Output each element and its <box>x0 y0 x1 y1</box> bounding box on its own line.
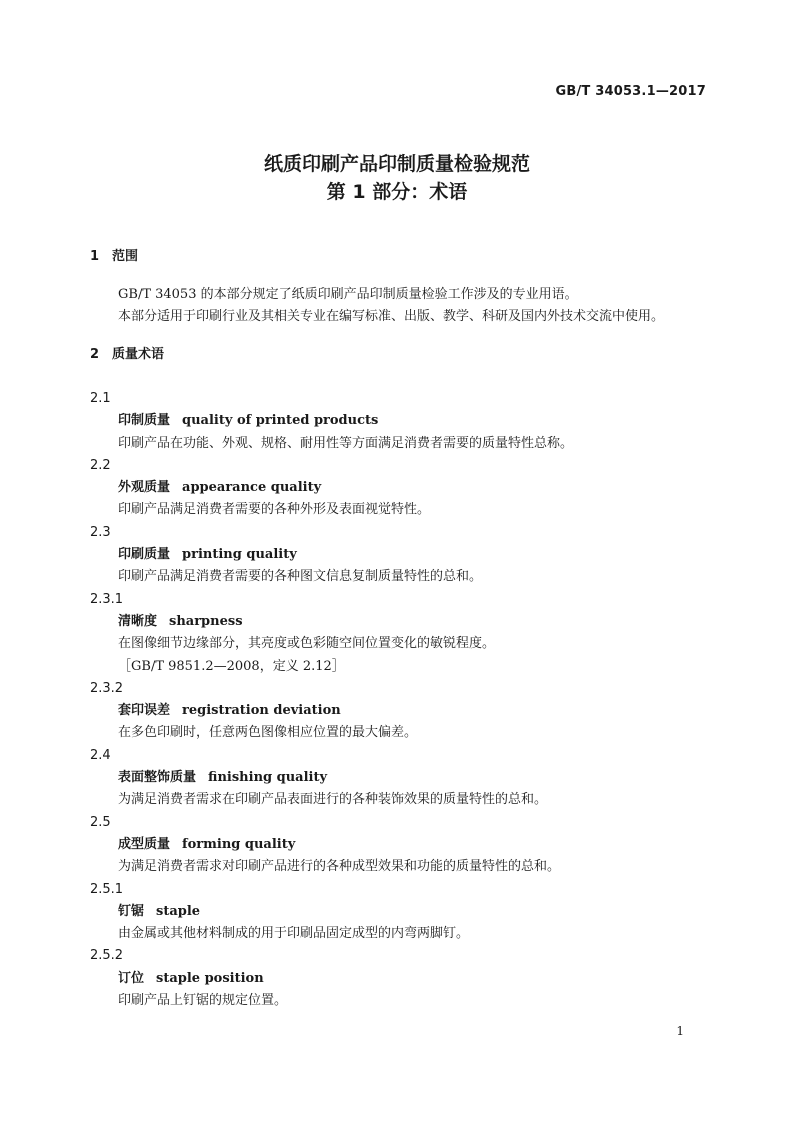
term-heading <box>118 901 710 923</box>
section-2-number: 2 <box>90 347 100 362</box>
term-zh: 表面整饰质量 <box>118 770 197 786</box>
term-heading <box>118 410 710 432</box>
term-heading <box>118 834 710 856</box>
term-en: forming quality <box>182 836 296 852</box>
term-zh: 钉锯 <box>118 903 145 919</box>
term-heading <box>118 767 710 789</box>
term-en: registration deviation <box>182 703 341 719</box>
section-1-number: 1 <box>90 249 100 264</box>
term-number: 2.5 <box>90 814 111 830</box>
term-definition: 为满足消费者需求对印刷产品进行的各种成型效果和功能的质量特性的总和。 <box>118 859 561 875</box>
term-number: 2.5.1 <box>90 881 124 897</box>
term-en: staple <box>156 903 201 919</box>
term-heading <box>118 544 710 566</box>
term-zh: 外观质量 <box>118 480 171 496</box>
page-number: 1 <box>676 1024 684 1038</box>
term-zh: 订位 <box>118 970 145 986</box>
term-definition: 在多色印刷时，任意两色图像相应位置的最大偏差。 <box>118 725 418 741</box>
term-heading <box>118 477 710 499</box>
scope-paragraph-2: 本部分适用于印刷行业及其相关专业在编写标准、出版、教学、科研及国内外技术交流中使用。 <box>118 309 665 324</box>
term-definition: 在图像细节边缘部分，其亮度或色彩随空间位置变化的敏锐程度。 <box>118 636 496 652</box>
section-1-title: 范围 <box>112 249 139 264</box>
term-heading <box>118 611 710 633</box>
term-number: 2.3 <box>90 524 111 540</box>
term-zh: 印刷质量 <box>118 547 171 563</box>
section-1-heading <box>90 246 710 268</box>
term-definition: 为满足消费者需求在印刷产品表面进行的各种装饰效果的质量特性的总和。 <box>118 792 548 808</box>
term-en: sharpness <box>169 613 243 629</box>
term-heading <box>118 968 710 990</box>
term-en: staple position <box>156 970 264 986</box>
term-zh: 套印误差 <box>118 703 171 719</box>
term-definition: 由金属或其他材料制成的用于印刷品固定成型的内弯两脚钉。 <box>118 926 470 942</box>
term-definition: 印刷产品满足消费者需要的各种图文信息复制质量特性的总和。 <box>118 569 483 585</box>
term-definition: 印刷产品在功能、外观、规格、耐用性等方面满足消费者需要的质量特性总称。 <box>118 435 574 451</box>
term-zh: 成型质量 <box>118 836 171 852</box>
term-number: 2.3.1 <box>90 591 124 607</box>
term-zh: 印制质量 <box>118 413 171 429</box>
term-zh: 清晰度 <box>118 613 158 629</box>
term-number: 2.2 <box>90 457 111 473</box>
title-line-2: 第 1 部分：术语 <box>326 181 468 203</box>
standard-code: GB/T 34053.1—2017 <box>555 84 706 99</box>
term-heading <box>118 700 710 722</box>
term-en: appearance quality <box>182 480 322 496</box>
section-2-title: 质量术语 <box>112 347 165 362</box>
term-en: quality of printed products <box>182 413 379 429</box>
term-number: 2.1 <box>90 391 111 406</box>
term-source-note: ［GB/T 9851.2—2008，定义 2.12］ <box>118 658 345 674</box>
term-number: 2.5.2 <box>90 948 124 964</box>
document-body <box>90 246 710 1012</box>
term-definition: 印刷产品满足消费者需要的各种外形及表面视觉特性。 <box>118 502 431 518</box>
scope-paragraph-1: GB/T 34053 的本部分规定了纸质印刷产品印制质量检验工作涉及的专业用语。 <box>118 287 578 302</box>
section-2-heading <box>90 344 710 366</box>
title-line-1: 纸质印刷产品印制质量检验规范 <box>263 153 530 175</box>
term-en: finishing quality <box>208 770 328 786</box>
term-number: 2.3.2 <box>90 680 124 696</box>
term-number: 2.4 <box>90 747 111 763</box>
term-en: printing quality <box>182 547 297 563</box>
term-definition: 印刷产品上钉锯的规定位置。 <box>118 993 288 1009</box>
document-title <box>0 150 794 206</box>
